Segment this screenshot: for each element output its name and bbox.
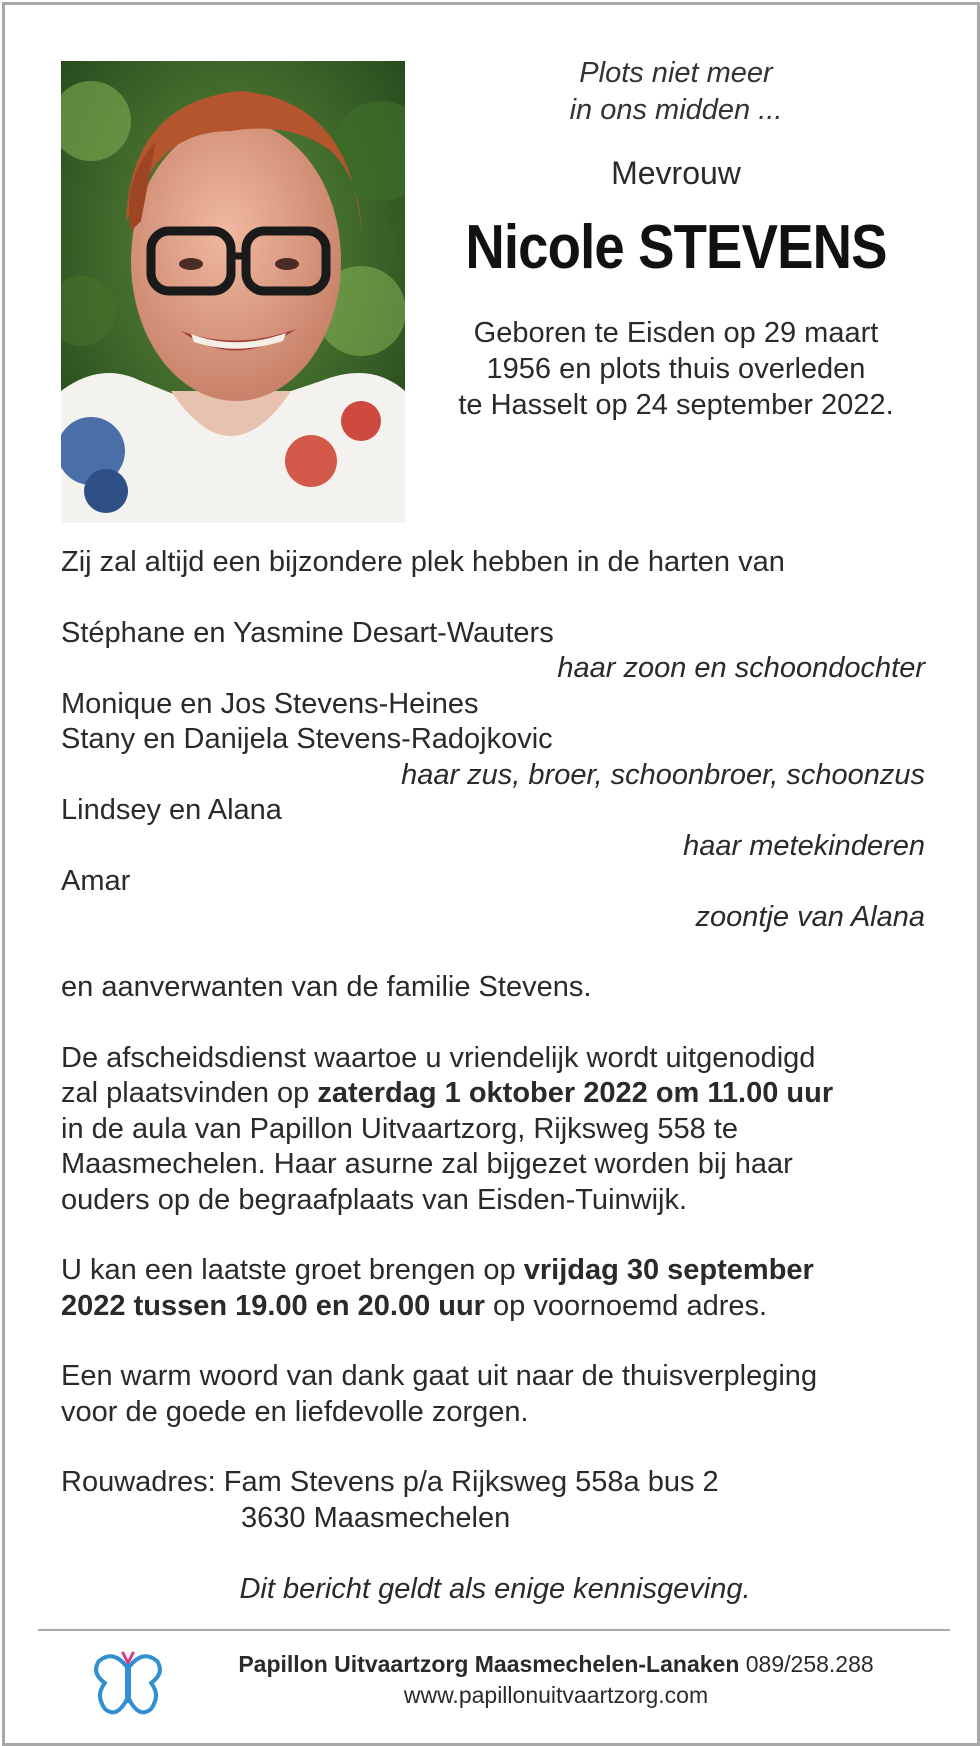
address-line-2: 3630 Maasmechelen xyxy=(241,1501,511,1534)
service-paragraph xyxy=(61,1041,929,1219)
portrait-photo xyxy=(61,61,405,523)
birth-line-1: Geboren te Eisden op 29 maart xyxy=(473,317,879,349)
birth-death-text xyxy=(425,315,927,423)
footer-firm-line xyxy=(181,1649,931,1680)
service-line-3: in de aula van Papillon Uitvaartzorg, Rijksweg 558 te xyxy=(61,1112,739,1145)
service-line-2 xyxy=(61,1076,929,1112)
footer-text xyxy=(181,1649,931,1711)
footer-divider xyxy=(38,1629,950,1631)
thanks-paragraph xyxy=(61,1359,929,1430)
relation-grandchild: zoontje van Alana xyxy=(695,900,925,933)
visitation-post: op voornoemd adres. xyxy=(484,1289,768,1322)
closing-note: Dit bericht geldt als enige kennisgeving. xyxy=(239,1573,751,1605)
deceased-name: Nicole STEVENS xyxy=(465,213,887,282)
service-line-2-pre: zal plaatsvinden op xyxy=(61,1077,318,1109)
address-line-1: Rouwadres: Fam Stevens p/a Rijksweg 558a bus 2 xyxy=(61,1466,719,1498)
relatives-line: en aanverwanten van de familie Stevens. xyxy=(61,971,592,1003)
mourner-grandchild: Amar xyxy=(61,865,131,897)
relation-siblings: haar zus, broer, schoonbroer, schoonzus xyxy=(401,758,925,791)
mourner-godchildren: Lindsey en Alana xyxy=(61,794,282,826)
visitation-line-2 xyxy=(61,1289,929,1325)
thanks-line-2: voor de goede en liefdevolle zorgen. xyxy=(61,1395,529,1428)
address-block xyxy=(61,1465,929,1536)
relation-godchildren: haar metekinderen xyxy=(683,829,925,862)
visitation-date: vrijdag 30 september xyxy=(523,1254,814,1286)
service-line-5: ouders op de begraafplaats van Eisden-Tuinwijk. xyxy=(61,1183,688,1216)
service-line-4: Maasmechelen. Haar asurne zal bijgezet worden bij haar xyxy=(61,1148,793,1180)
birth-line-3: te Hasselt op 24 september 2022. xyxy=(458,389,894,421)
header-block xyxy=(425,55,927,423)
visitation-pre: U kan een laatste groet brengen op xyxy=(61,1254,524,1286)
mourner-sibling-2: Stany en Danijela Stevens-Radojkovic xyxy=(61,723,553,755)
visitation-line-1 xyxy=(61,1253,929,1289)
obituary-card xyxy=(2,2,980,1746)
mourner-sibling-1: Monique en Jos Stevens-Heines xyxy=(61,687,479,720)
firm-website[interactable]: www.papillonuitvaartzorg.com xyxy=(403,1682,709,1708)
intro-line-2: in ons midden ... xyxy=(569,94,783,126)
firm-phone: 089/258.288 xyxy=(739,1651,874,1677)
birth-line-2: 1956 en plots thuis overleden xyxy=(486,353,866,385)
service-date: zaterdag 1 oktober 2022 om 11.00 uur xyxy=(317,1077,834,1109)
visitation-paragraph xyxy=(61,1253,929,1324)
butterfly-logo-icon xyxy=(91,1647,165,1728)
obituary-body xyxy=(61,545,929,1608)
service-line-1: De afscheidsdienst waartoe u vriendelijk wordt uitgenodigd xyxy=(61,1041,816,1074)
honorific: Mevrouw xyxy=(611,155,741,191)
footer xyxy=(5,1645,980,1725)
thanks-line-1: Een warm woord van dank gaat uit naar de thuisverpleging xyxy=(61,1360,818,1392)
mourner-son: Stéphane en Yasmine Desart-Wauters xyxy=(61,616,554,649)
intro-line-1: Plots niet meer xyxy=(579,57,773,89)
firm-name: Papillon Uitvaartzorg Maasmechelen-Lanaken xyxy=(238,1651,740,1677)
relation-son: haar zoon en schoondochter xyxy=(557,652,925,684)
visitation-time: 2022 tussen 19.00 en 20.00 uur xyxy=(61,1289,485,1322)
mourners-intro: Zij zal altijd een bijzondere plek hebben in de harten van xyxy=(61,546,785,578)
